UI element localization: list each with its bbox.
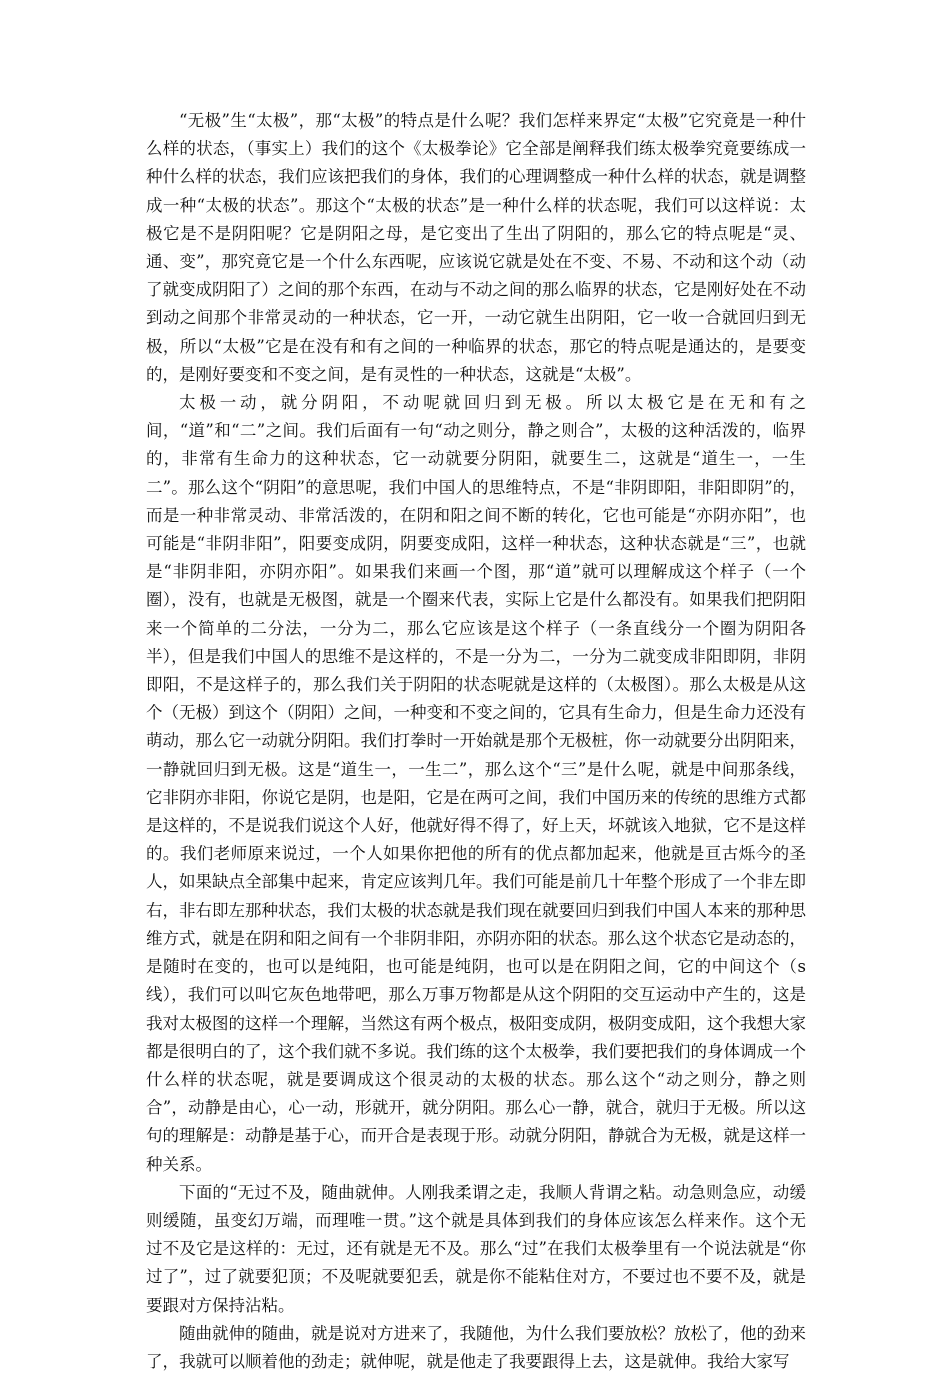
paragraph-yin-yang: 太极一动，就分阴阳，不动呢就回归到无极。所以太极它是在无和有之间，“道”和“二”之间。我们后面有一句“动之则分，静之则合”，太极的这种活泼的，临界的，非常有生命力的这种状态，它一动就要分阴阳，就要生二，这就是“道生一，一生二”。那么这个“阴阳”的意思呢，我们中国人的思维特点，不是“非阴即阳，非阳即阴”的，而是一种非常灵动、非常活泼的，在阴和阳之间不断的转化，它也可能是“亦阴亦阳”，也可能是“非阴非阳”，阳要变成阴，阴要变成阳，这样一种状态，这种状态就是“三”，也就是“非阴非阳，亦阴亦阳”。如果我们来画一个图，那“道”就可以理解成这个样子（一个圈），没有，也就是无极图，就是一个圈来代表，实际上它是什么都没有。如果我们把阴阳来一个简单的二分法，一分为二，那么它应该是这个样子（一条直线分一个圈为阴阳各半），但是我们中国人的思维不是这样的，不是一分为二，一分为二就变成非阳即阴，非阴即阳，不是这样子的，那么我们关于阴阳的状态呢就是这样的（太极图）。那么太极是从这个（无极）到这个（阴阳）之间，一种变和不变之间的，它具有生命力，但是生命力还没有萌动，那么它一动就分阴阳。我们打拳时一开始就是那个无极桩，你一动就要分出阴阳来，一静就回归到无极。这是“道生一，一生二”，那么这个“三”是什么呢，就是中间那条线，它非阴亦非阳，你说它是阴，也是阳，它是在两可之间，我们中国历来的传统的思维方式都是这样的，不是说我们说这个人好，他就好得不得了，好上天，坏就该入地狱，它不是这样的。我们老师原来说过，一个人如果你把他的所有的优点都加起来，他就是亘古烁今的圣人，如果缺点全部集中起来，肯定应该判几年。我们可能是前几十年整个形成了一个非左即右，非右即左那种状态，我们太极的状态就是我们现在就要回归到我们中国人本来的那种思维方式，就是在阴和阳之间有一个非阴非阳，亦阴亦阳的状态。那么这个状态它是动态的，是随时在变的，也可以是纯阳，也可能是纯阴，也可以是在阴阳之间，它的中间这个（s 线），我们可以叫它灰色地带吧，那么万事万物都是从这个阴阳的交互运动中产生的，这是我对太极图的这样一个理解，当然这有两个极点，极阳变成阴，极阴变成阳，这个我想大家都是很明白的了，这个我们就不多说。我们练的这个太极拳，我们要把我们的身体调成一个什么样的状态呢，就是要调成这个很灵动的太极的状态。那么这个“动之则分，静之则合”，动静是由心，心一动，形就开，就分阴阳。那么心一静，就合，就归于无极。所以这句的理解是：动静是基于心，而开合是表现于形。动就分阴阳，静就合为无极，就是这样一种关系。 <box>146 393 806 1174</box>
paragraph-sui-qu-jiu-shen: 随曲就伸的随曲，就是说对方进来了，我随他，为什么我们要放松？放松了，他的劲来了，我就可以顺着他的劲走；就伸呢，就是他走了我要跟得上去，这是就伸。我给大家写 <box>146 1323 806 1371</box>
paragraph-wuji-taiji: “无极”生“太极”，那“太极”的特点是什么呢？我们怎样来界定“太极”它究竟是一种什么样的状态，（事实上）我们的这个《太极拳论》它全部是阐释我们练太极拳究竟要练成一种什么样的状态，我们应该把我们的身体，我们的心理调整成一种什么样的状态，就是调整成一种“太极的状态”。那这个“太极的状态”是一种什么样的状态呢，我们可以这样说：太极它是不是阴阳呢？它是阴阳之母，是它变出了生出了阴阳的，那么它的特点呢是“灵、通、变”，那究竟它是一个什么东西呢，应该说它就是处在不变、不易、不动和这个动（动了就变成阴阳了）之间的那个东西，在动与不动之间的那么临界的状态，它是刚好处在不动到动之间那个非常灵动的一种状态，它一开，一动它就生出阴阳，它一收一合就回归到无极，所以“太极”它是在没有和有之间的一种临界的状态，那它的特点呢是通达的，是要变的，是刚好要变和不变之间，是有灵性的一种状态，这就是“太极”。 <box>146 111 806 384</box>
paragraph-wu-guo-bu-ji: 下面的“无过不及，随曲就伸。人刚我柔谓之走，我顺人背谓之粘。动急则急应，动缓则缓随，虽变幻万端，而理唯一贯。”这个就是具体到我们的身体应该怎么样来作。这个无过不及它是这样的：无过，还有就是无不及。那么“过”在我们太极拳里有一个说法就是“你过了”，过了就要犯顶；不及呢就要犯丢，就是你不能粘住对方，不要过也不要不及，就是要跟对方保持沾粘。 <box>146 1182 806 1315</box>
document-page <box>146 107 806 1376</box>
